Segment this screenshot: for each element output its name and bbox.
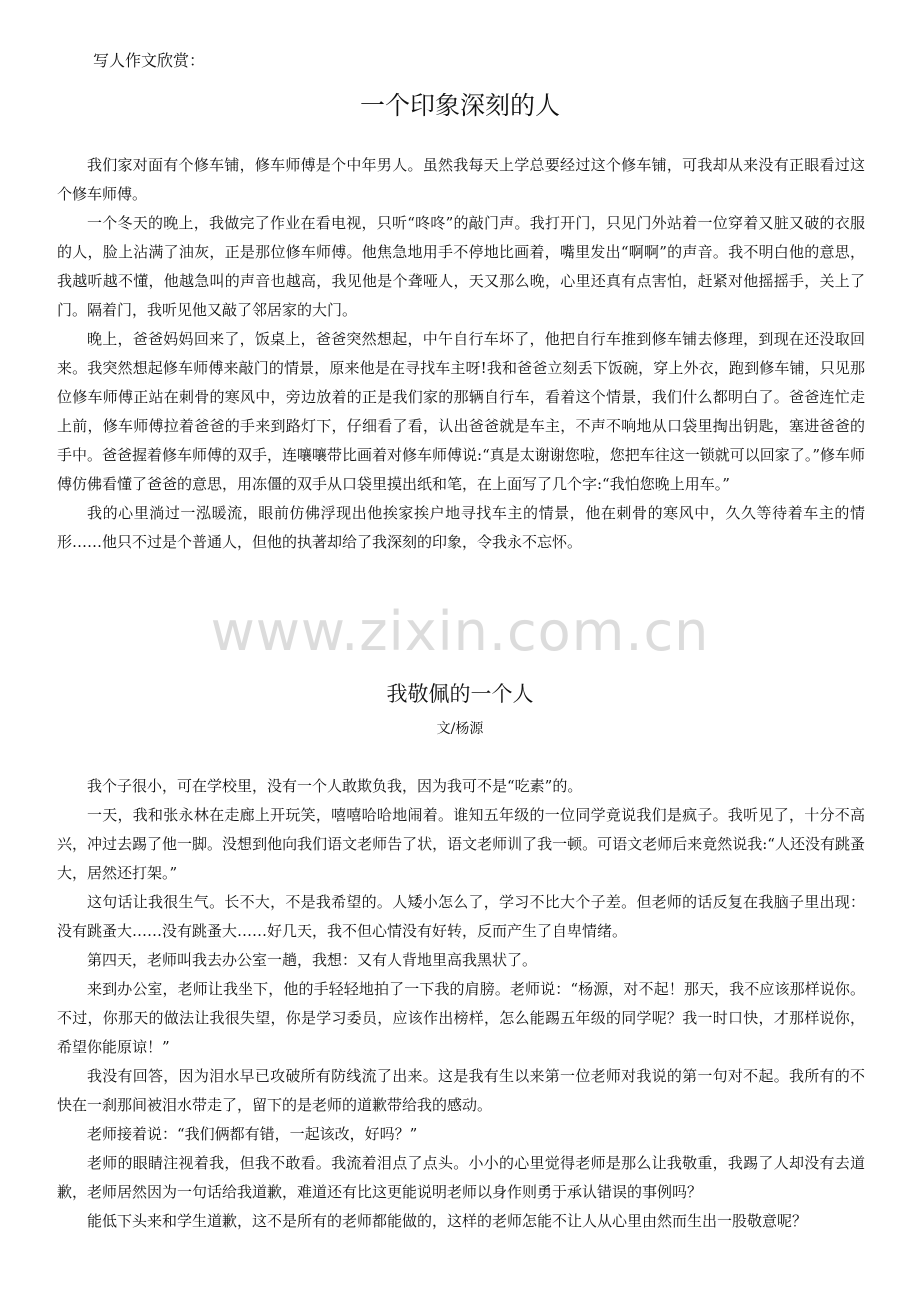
header-note: 写人作文欣赏： bbox=[93, 51, 206, 70]
essay2-paragraph: 老师的眼睛注视着我，但我不敢看。我流着泪点了点头。小小的心里觉得老师是那么让我敬重，我踢了人却没有去道歉，老师居然因为一句话给我道歉，难道还有比这更能说明老师以身作则勇于承认错误的事例吗？ bbox=[57, 1154, 865, 1201]
essay1-paragraph: 我的心里淌过一泓暖流，眼前仿佛浮现出他挨家挨户地寻找车主的情景，他在刺骨的寒风中，久久等待着车主的情形……他只不过是个普通人，但他的执著却给了我深刻的印象，令我永不忘怀。 bbox=[57, 504, 865, 551]
essay2-title: 我敬佩的一个人 bbox=[386, 682, 534, 706]
essay1-body bbox=[57, 151, 865, 557]
essay1-paragraph: 我们家对面有个修车铺，修车师傅是个中年男人。虽然我每天上学总要经过这个修车铺，可我却从来没有正眼看过这个修车师傅。 bbox=[57, 156, 865, 203]
essay1-title: 一个印象深刻的人 bbox=[359, 91, 560, 120]
essay2-body bbox=[57, 772, 865, 1236]
essay2-paragraph: 我没有回答，因为泪水早已攻破所有防线流了出来。这是我有生以来第一位老师对我说的第一句对不起。我所有的不快在一刹那间被泪水带走了，留下的是老师的道歉带给我的感动。 bbox=[57, 1067, 865, 1114]
essay2-byline: 文/杨源 bbox=[436, 721, 484, 737]
essay2-paragraph: 一天，我和张永林在走廊上开玩笑，嘻嘻哈哈地闹着。谁知五年级的一位同学竟说我们是疯子。我听见了，十分不高兴，冲过去踢了他一脚。没想到他向我们语文老师告了状，语文老师训了我一顿。可语文老师后来竟然说我:“人还没有跳蚤大，居然还打架。” bbox=[57, 806, 865, 882]
watermark: www.zixin.com.cn bbox=[210, 600, 710, 663]
essay2-paragraph: 我个子很小，可在学校里，没有一个人敢欺负我，因为我可不是“吃素”的。 bbox=[87, 777, 583, 795]
essay2-paragraph: 这句话让我很生气。长不大，不是我希望的。人矮小怎么了，学习不比大个子差。但老师的话反复在我脑子里出现：没有跳蚤大……没有跳蚤大……好几天，我不但心情没有好转，反而产生了自卑情绪。 bbox=[57, 893, 865, 940]
essay2-paragraph: 第四天，老师叫我去办公室一趟，我想：又有人背地里高我黑状了。 bbox=[87, 951, 538, 969]
essay2-paragraph: 能低下头来和学生道歉，这不是所有的老师都能做的，这样的老师怎能不让人从心里由然而生出一股敬意呢？ bbox=[87, 1212, 808, 1230]
essay1-paragraph: 一个冬天的晚上，我做完了作业在看电视，只听“咚咚”的敲门声。我打开门，只见门外站着一位穿着又脏又破的衣服的人，脸上沾满了油灰，正是那位修车师傅。他焦急地用手不停地比画着，嘴里发出“啊啊”的声音。我不明白他的意思，我越听越不懂，他越急叫的声音也越高，我见他是个聋哑人，天又那么晚，心里还真有点害怕，赶紧对他摇摇手，关上了门。隔着门，我听见他又敲了邻居家的大门。 bbox=[57, 214, 865, 319]
essay1-paragraph: 晚上，爸爸妈妈回来了，饭桌上，爸爸突然想起，中午自行车坏了，他把自行车推到修车铺去修理，到现在还没取回来。我突然想起修车师傅来敲门的情景，原来他是在寻找车主呀!我和爸爸立刻丢下饭碗，穿上外衣，跑到修车铺，只见那位修车师傅正站在刺骨的寒风中，旁边放着的正是我们家的那辆自行车，看着这个情景，我们什么都明白了。爸爸连忙走上前，修车师傅拉着爸爸的手来到路灯下，仔细看了看，认出爸爸就是车主，不声不响地从口袋里掏出钥匙，塞进爸爸的手中。爸爸握着修车师傅的双手，连嚷嚷带比画着对修车师傅说:“真是太谢谢您啦，您把车往这一锁就可以回家了。”修车师傅仿佛看懂了爸爸的意思，用冻僵的双手从口袋里摸出纸和笔，在上面写了几个字:“我怕您晚上用车。” bbox=[57, 330, 865, 493]
essay2-paragraph: 来到办公室，老师让我坐下，他的手轻轻地拍了一下我的肩膀。老师说：“杨源，对不起！那天，我不应该那样说你。不过，你那天的做法让我很失望，你是学习委员，应该作出榜样，怎么能踢五年级的同学呢？我一时口快，才那样说你，希望你能原谅！” bbox=[57, 980, 865, 1056]
essay2-paragraph: 老师接着说：“我们俩都有错，一起该改，好吗？” bbox=[87, 1125, 418, 1143]
